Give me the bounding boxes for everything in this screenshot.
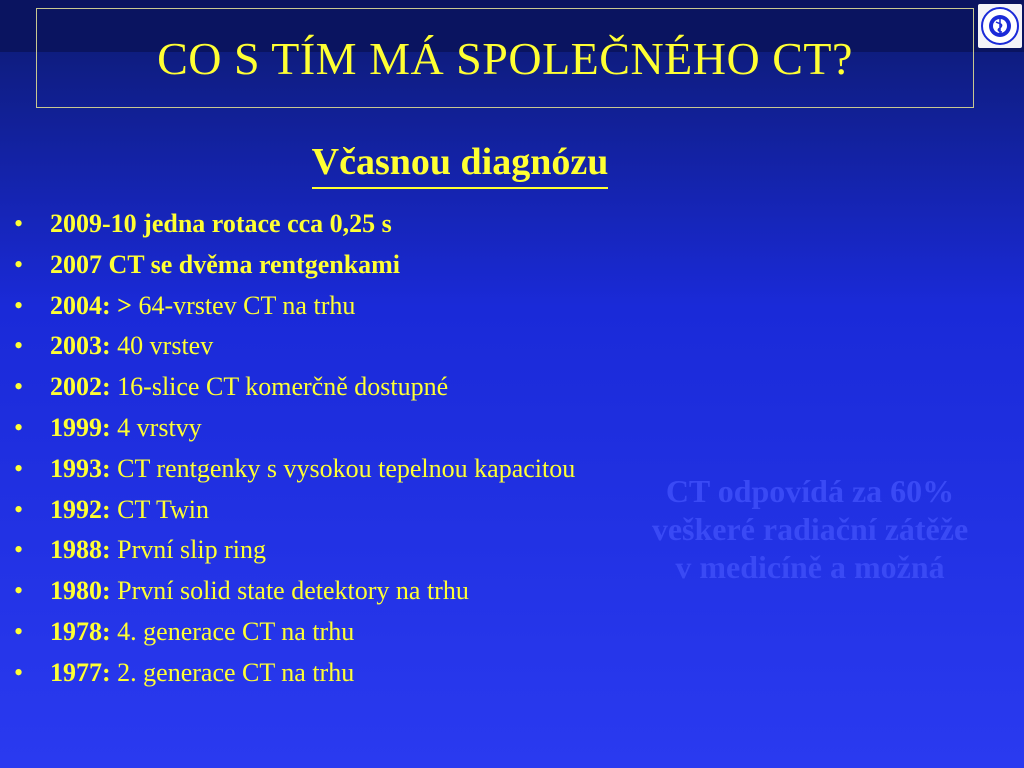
item-year: 1999: — [50, 412, 111, 442]
item-year: 1992: — [50, 494, 111, 524]
list-item — [12, 612, 652, 653]
bullet-icon: • — [14, 209, 24, 238]
item-text: CT Twin — [110, 494, 210, 524]
item-year: 1988: — [50, 535, 111, 565]
faded-note: CT odpovídá za 60% veškeré radiační zátěže v medicíně a možná — [651, 473, 969, 585]
item-text: 2. generace CT na trhu — [110, 657, 355, 687]
list-item — [12, 286, 652, 327]
item-text: První solid state detektory na trhu — [110, 576, 469, 606]
subtitle-text: Včasnou diagnózu — [312, 141, 609, 189]
item-text: První slip ring — [110, 535, 266, 565]
item-year: 2003: — [50, 331, 111, 361]
bullet-icon: • — [14, 494, 24, 524]
bullet-icon: • — [14, 657, 24, 687]
title-frame — [36, 8, 974, 108]
item-text: 40 vrstev — [110, 331, 214, 361]
item-year: 2002: — [50, 372, 111, 402]
bullet-icon: • — [14, 616, 24, 646]
bullet-icon: • — [14, 290, 24, 320]
list-item — [12, 367, 652, 408]
list-item — [12, 245, 652, 286]
item-year: 1980: — [50, 576, 111, 606]
item-text: 4 vrstvy — [110, 412, 202, 442]
bullet-icon: • — [14, 331, 24, 361]
bullet-icon: • — [14, 249, 24, 279]
item-year: 1977: — [50, 657, 111, 687]
item-text: 4. generace CT na trhu — [110, 616, 355, 646]
list-item — [12, 449, 652, 490]
list-item — [12, 571, 652, 612]
bullet-icon: • — [14, 535, 24, 565]
slide-subtitle — [0, 140, 920, 184]
list-item — [12, 408, 652, 449]
item-text: CT rentgenky s vysokou tepelnou kapacitou — [110, 453, 576, 483]
bullet-icon: • — [14, 453, 24, 483]
seal-graphic — [978, 4, 1022, 48]
institution-seal-icon — [978, 4, 1022, 48]
item-text: 16-slice CT komerčně dostupné — [110, 372, 449, 402]
item-year: 2009-10 jedna rotace cca 0,25 s — [50, 209, 392, 238]
item-year: 1978: — [50, 616, 111, 646]
bullet-icon: • — [14, 412, 24, 442]
list-item — [12, 530, 652, 571]
item-year: 1993: — [50, 453, 111, 483]
item-year: 2004: > — [50, 290, 139, 320]
bullet-icon: • — [14, 576, 24, 606]
list-item — [12, 490, 652, 531]
list-item — [12, 653, 652, 694]
slide-title: CO S TÍM MÁ SPOLEČNÉHO CT? — [157, 32, 853, 84]
list-item — [12, 204, 652, 245]
item-text: 64-vrstev CT na trhu — [138, 290, 356, 320]
item-year: 2007 CT se dvěma rentgenkami — [50, 249, 401, 279]
bullet-list — [12, 204, 652, 694]
list-item — [12, 326, 652, 367]
bullet-icon: • — [14, 372, 24, 402]
